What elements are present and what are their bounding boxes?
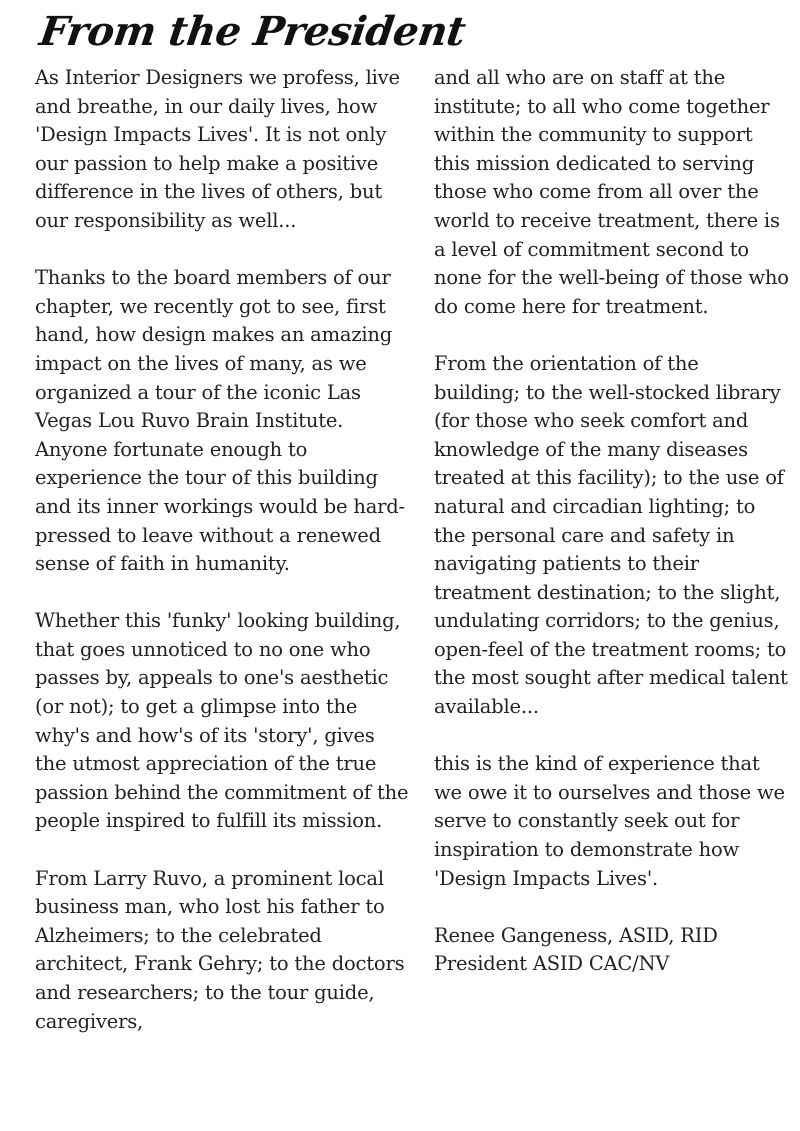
signature	[434, 922, 790, 979]
page-title: From the President	[36, 8, 469, 55]
paragraph-staff: and all who are on staff at the institute; to all who come together within the community to support this mission dedicated to serving those who come from all over the world to receive treatment, there is a level of commitment second to none for the well-being of those who do come here for treatment.	[434, 66, 789, 318]
paragraph-intro: As Interior Designers we profess, live and breathe, in our daily lives, how 'Design Impacts Lives'. It is not only our passion to help make a positive difference in the lives of others, but our responsibility as well...	[35, 66, 400, 232]
left-column	[35, 64, 410, 1065]
signature-role: President ASID CAC/NV	[434, 952, 670, 976]
paragraph-funky-building: Whether this 'funky' looking building, that goes unnoticed to no one who passes by, appeals to one's aesthetic (or not); to get a glimpse into the why's and how's of its 'story', gives the utmost appreciation of the true passion behind the commitment of the people inspired to fulfill its mission.	[35, 609, 409, 833]
signature-name: Renee Gangeness, ASID, RID	[434, 923, 718, 947]
paragraph-experience: this is the kind of experience that we owe it to ourselves and those we serve to constantly seek out for inspiration to demonstrate how 'Design Impacts Lives'.	[434, 752, 785, 890]
paragraph-board-thanks: Thanks to the board members of our chapter, we recently got to see, first hand, how design makes an amazing impact on the lives of many, as we organized a tour of the iconic Las Vegas Lou Ruvo Brain Institute. Anyone fortunate enough to experience the tour of this building and its inner workings would be hard-pressed to leave without a renewed sense of faith in humanity.	[35, 266, 405, 576]
paragraph-orientation: From the orientation of the building; to the well-stocked library (for those who seek comfort and knowledge of the many diseases treated at this facility); to the use of natural and circadian lighting; to the personal care and safety in navigating patients to their treatment destination; to the slight, undulating corridors; to the genius, open-feel of the treatment rooms; to the most sought after medical talent available...	[434, 351, 788, 719]
paragraph-larry-ruvo: From Larry Ruvo, a prominent local business man, who lost his father to Alzheimers; to the celebrated architect, Frank Gehry; to the doctors and researchers; to the tour guide, caregivers,	[35, 866, 405, 1033]
right-column	[434, 64, 790, 979]
